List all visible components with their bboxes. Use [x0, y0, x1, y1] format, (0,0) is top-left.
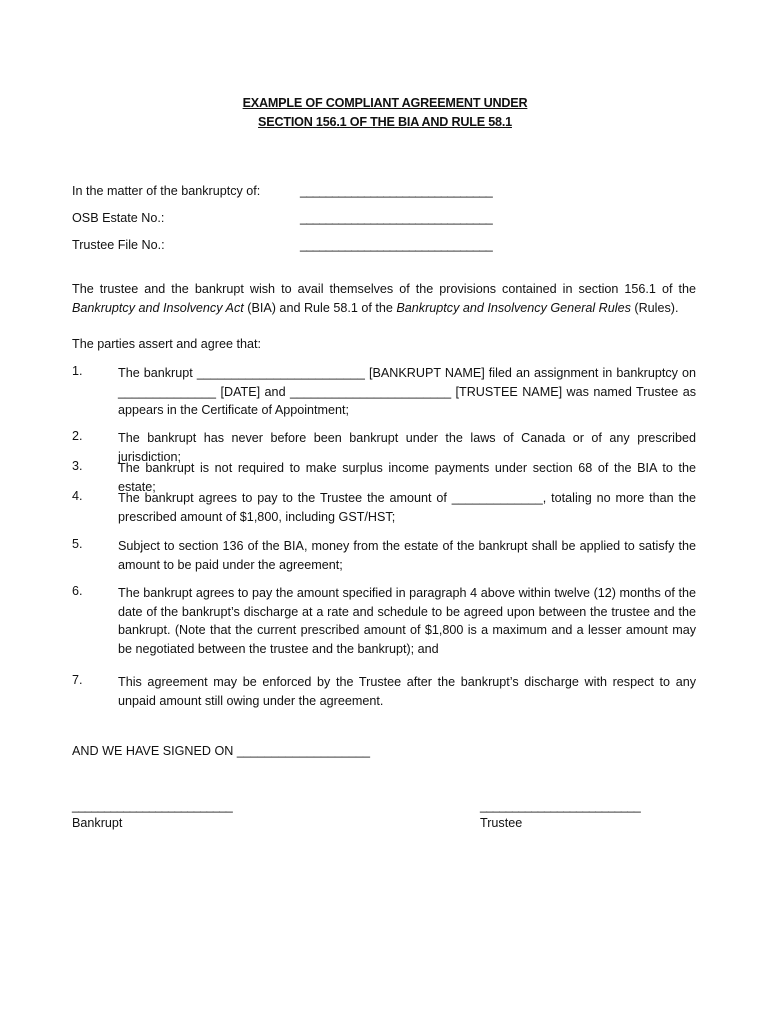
- list-item-text: This agreement may be enforced by the Trustee after the bankrupt’s discharge with respect to any unpaid amount still owing under the agreement.: [118, 675, 696, 708]
- bankruptcy-of-field: [72, 184, 692, 202]
- list-item-text: The bankrupt agrees to pay to the Trustee the amount of _____________, totaling no more than the prescribed amount of $1,800, including GST/HST;: [118, 491, 696, 524]
- list-item-text: Subject to section 136 of the BIA, money from the estate of the bankrupt shall be applied to satisfy the amount to be paid under the agreement;: [118, 539, 696, 572]
- intro-text-3: (Rules).: [630, 300, 679, 315]
- list-item-text: The bankrupt agrees to pay the amount specified in paragraph 4 above within twelve (12) months of the date of the bankrupt’s discharge at a rate and schedule to be agreed upon between the trustee and the bankrupt. (Note that the current prescribed amount of $1,800 is a maximum and a lesser amount may be negotiated between the trustee and the bankrupt); and: [118, 586, 696, 656]
- trustee-signature-label: Trustee: [480, 816, 523, 830]
- list-item-number: 1.: [72, 364, 83, 378]
- osb-estate-label: OSB Estate No.:: [72, 211, 165, 225]
- bankruptcy-of-blank: ______________________________: [300, 184, 493, 198]
- trustee-file-field: [72, 238, 692, 256]
- list-item-text: The bankrupt is not required to make surplus income payments under section 68 of the BIA to the estate;: [118, 461, 696, 494]
- list-item-number: 7.: [72, 673, 83, 687]
- list-item-number: 6.: [72, 584, 83, 598]
- bankrupt-signature-line: _________________________: [72, 799, 233, 813]
- list-item-text: The bankrupt ________________________ [BANKRUPT NAME] filed an assignment in bankruptcy on ______________ [DATE] and _______________________ [TRUSTEE NAME] was named Trustee as appears in the Certificate of Appointment;: [118, 366, 696, 417]
- list-item-text: The bankrupt has never before been bankrupt under the laws of Canada or of any prescribed jurisdiction;: [118, 431, 696, 464]
- intro-rules-name: Bankruptcy and Insolvency General Rules: [396, 300, 631, 315]
- list-item-number: 3.: [72, 459, 83, 473]
- osb-estate-blank: ______________________________: [300, 211, 493, 225]
- signed-on-line: AND WE HAVE SIGNED ON ___________________: [72, 744, 370, 758]
- trustee-file-label: Trustee File No.:: [72, 238, 165, 252]
- osb-estate-field: [72, 211, 692, 229]
- trustee-file-blank: ______________________________: [300, 238, 493, 252]
- list-item-number: 2.: [72, 429, 83, 443]
- bankrupt-signature-label: Bankrupt: [72, 816, 123, 830]
- intro-paragraph: [72, 280, 696, 317]
- document-title-line-2: SECTION 156.1 OF THE BIA AND RULE 58.1: [258, 115, 512, 129]
- document-title-line-1: EXAMPLE OF COMPLIANT AGREEMENT UNDER: [242, 96, 528, 110]
- intro-text-1: The trustee and the bankrupt wish to avail themselves of the provisions contained in section 156.1 of the: [72, 282, 696, 296]
- trustee-signature-line: _________________________: [480, 799, 641, 813]
- bankruptcy-of-label: In the matter of the bankruptcy of:: [72, 184, 261, 198]
- intro-text-2: (BIA) and Rule 58.1 of the: [243, 300, 397, 315]
- intro-act-name: Bankruptcy and Insolvency Act: [72, 300, 244, 315]
- list-item-number: 5.: [72, 537, 83, 551]
- list-item-number: 4.: [72, 489, 83, 503]
- parties-assert-text: The parties assert and agree that:: [72, 337, 262, 351]
